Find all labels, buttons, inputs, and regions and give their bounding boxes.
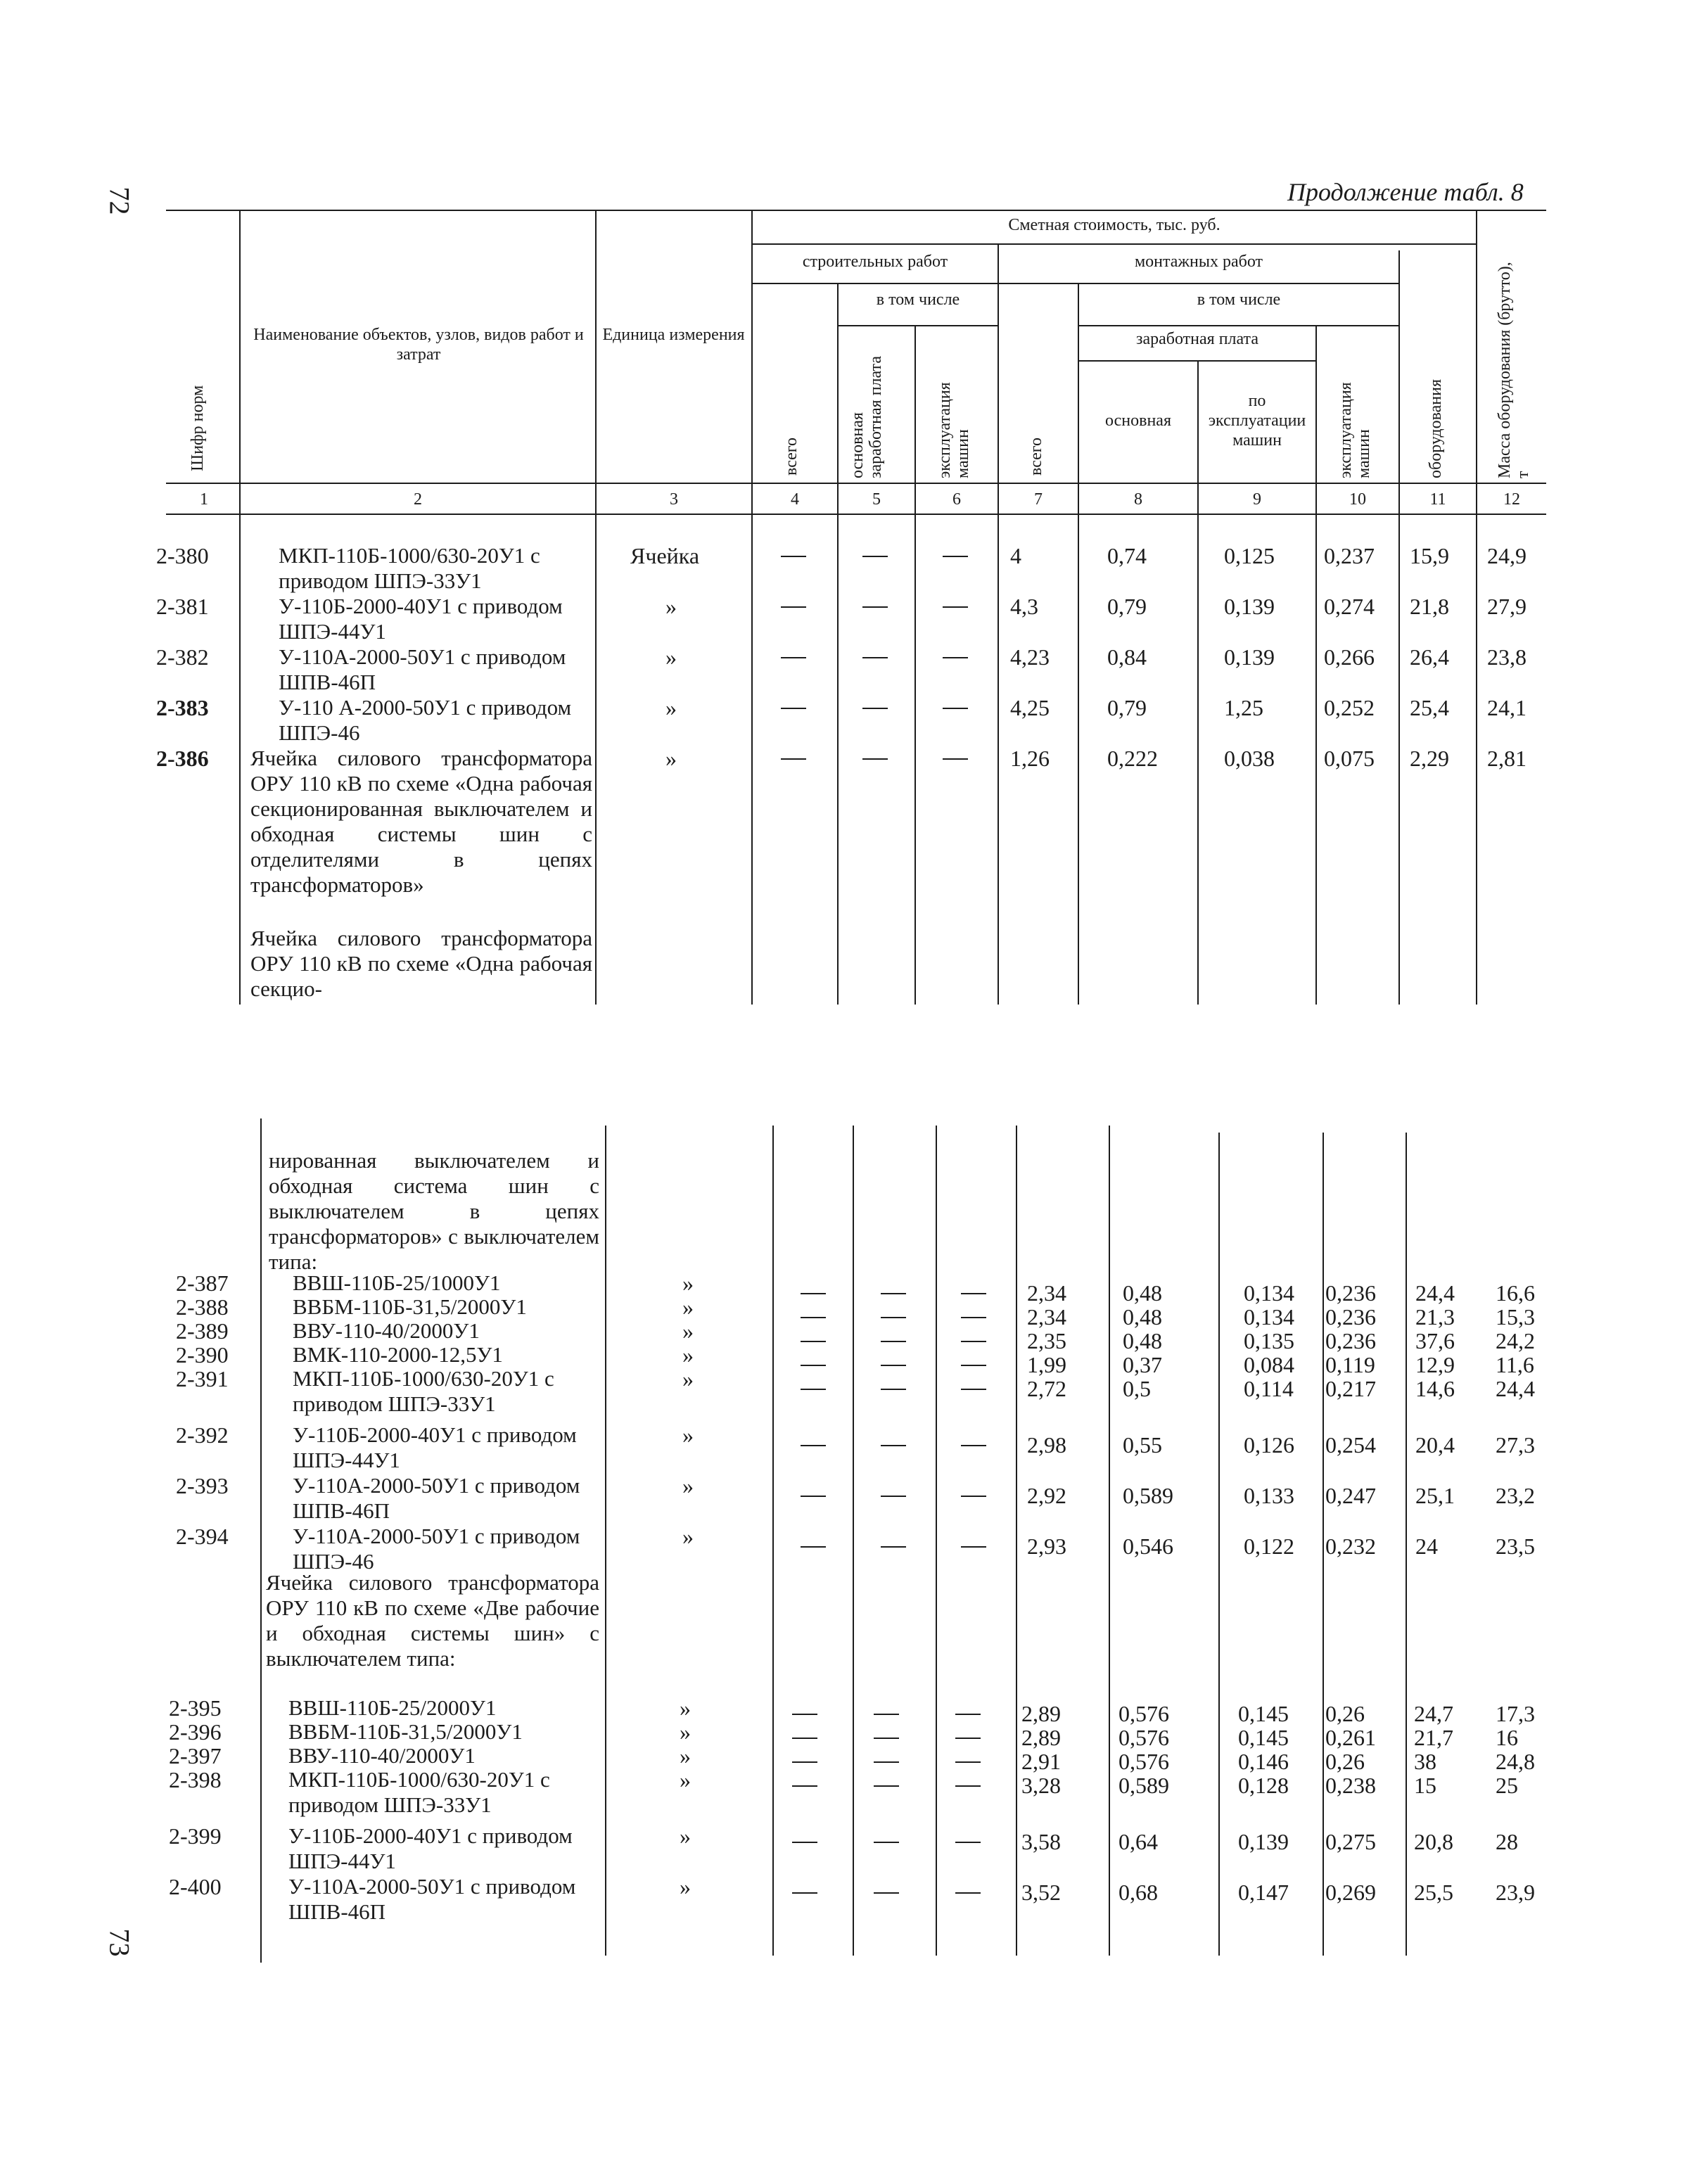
table-row-name: У-110Б-2000-40У1 с приводом ШПЭ-44У1 <box>288 1823 573 1873</box>
table-row-unit: » <box>665 644 677 670</box>
row-dash <box>881 1328 906 1353</box>
row-c10: 0,075 <box>1324 746 1375 771</box>
bottom-intro-2: Ячейка силового трансформатора ОРУ 110 кВ по схеме «Две рабочие и обходная системы шин» с выключателем типа: <box>266 1570 599 1671</box>
header-montazh-ekspl: эксплуатация машин <box>1337 382 1373 478</box>
table-row-code: 2-386 <box>156 746 209 771</box>
row-c12: 24,2 <box>1496 1328 1535 1353</box>
row-c8: 0,546 <box>1123 1534 1173 1559</box>
table-row-name: У-110А-2000-50У1 с приводом ШПЭ-46 <box>293 1524 580 1574</box>
table-row-code: 2-393 <box>176 1473 229 1498</box>
row-c7: 2,92 <box>1027 1483 1066 1508</box>
row-c8: 0,84 <box>1107 644 1147 670</box>
row-c10: 0,254 <box>1325 1432 1376 1458</box>
row-c8: 0,576 <box>1119 1701 1169 1726</box>
row-dash <box>881 1352 906 1377</box>
header-osnovnaya: основная <box>1105 412 1171 430</box>
header-code: Шифр норм <box>189 385 207 471</box>
row-dash <box>874 1725 899 1750</box>
table-row-unit: » <box>682 1270 694 1296</box>
row-c12: 23,2 <box>1496 1483 1535 1508</box>
table-row-name: ВМК-110-2000-12,5У1 <box>293 1342 503 1367</box>
row-c7: 4,25 <box>1010 695 1050 720</box>
colnum-3: 3 <box>670 490 678 509</box>
row-c11: 26,4 <box>1410 644 1449 670</box>
row-dash <box>961 1376 986 1401</box>
row-dash <box>781 644 806 670</box>
row-dash <box>955 1773 981 1798</box>
table-row-unit: » <box>665 695 677 720</box>
row-c10: 0,26 <box>1325 1701 1365 1726</box>
header-montazh-vtom: в том числе <box>1197 291 1281 309</box>
row-c11: 21,8 <box>1410 594 1449 619</box>
row-c11: 24,4 <box>1415 1280 1455 1306</box>
table-row-name: Ячейка силового трансформатора ОРУ 110 кВ по схеме «Одна рабочая секционированная выключателем и обходная системы шин с отделителями в цепях трансформаторов» <box>250 746 592 897</box>
row-dash <box>874 1773 899 1798</box>
row-c11: 24 <box>1415 1534 1438 1559</box>
colnum-5: 5 <box>872 490 881 509</box>
header-stroit: строительных работ <box>802 253 948 271</box>
table-row-name: У-110Б-2000-40У1 с приводом ШПЭ-44У1 <box>279 594 563 644</box>
table-row-code: 2-380 <box>156 543 209 568</box>
row-dash <box>862 644 888 670</box>
table-row-unit: » <box>682 1422 694 1448</box>
row-dash <box>792 1749 817 1774</box>
row-c8: 0,576 <box>1119 1749 1169 1774</box>
row-dash <box>801 1352 826 1377</box>
row-dash <box>801 1483 826 1508</box>
row-c8: 0,37 <box>1123 1352 1162 1377</box>
header-stroit-vtom: в том числе <box>876 291 960 309</box>
table-row-code: 2-392 <box>176 1422 229 1448</box>
row-c9: 0,038 <box>1224 746 1275 771</box>
table-row-name: МКП-110Б-1000/630-20У1 с приводом ШПЭ-33У1 <box>279 543 540 593</box>
row-dash <box>881 1376 906 1401</box>
row-c10: 0,252 <box>1324 695 1375 720</box>
row-c10: 0,269 <box>1325 1880 1376 1905</box>
row-c9: 0,114 <box>1244 1376 1294 1401</box>
header-unit: Единица измерения <box>602 326 745 344</box>
row-c8: 0,222 <box>1107 746 1158 771</box>
row-c9: 0,122 <box>1244 1534 1294 1559</box>
bottom-group-2 <box>162 1695 1541 1927</box>
row-c10: 0,274 <box>1324 594 1375 619</box>
row-c11: 21,7 <box>1414 1725 1453 1750</box>
row-c12: 25 <box>1496 1773 1518 1798</box>
row-dash <box>792 1725 817 1750</box>
table-row-name: МКП-110Б-1000/630-20У1 с приводом ШПЭ-33У1 <box>293 1366 554 1416</box>
row-c12: 23,9 <box>1496 1880 1535 1905</box>
row-c7: 2,34 <box>1027 1304 1066 1330</box>
table-row-unit: » <box>680 1874 691 1899</box>
row-dash <box>792 1773 817 1798</box>
table-row-unit: » <box>682 1366 694 1391</box>
row-c10: 0,238 <box>1325 1773 1376 1798</box>
row-dash <box>961 1328 986 1353</box>
row-c8: 0,48 <box>1123 1328 1162 1353</box>
row-c12: 16,6 <box>1496 1280 1535 1306</box>
table-row-name: ВВБМ-110Б-31,5/2000У1 <box>293 1294 527 1319</box>
row-dash <box>881 1280 906 1306</box>
row-c8: 0,5 <box>1123 1376 1151 1401</box>
row-dash <box>943 746 968 771</box>
row-c12: 24,8 <box>1496 1749 1535 1774</box>
row-c7: 4 <box>1010 543 1021 568</box>
row-c11: 15,9 <box>1410 543 1449 568</box>
row-dash <box>943 543 968 568</box>
row-c9: 0,084 <box>1244 1352 1294 1377</box>
row-dash <box>801 1376 826 1401</box>
table-row-unit: » <box>680 1767 691 1792</box>
row-c7: 2,72 <box>1027 1376 1066 1401</box>
table-row-code: 2-397 <box>169 1743 222 1768</box>
table-row-code: 2-389 <box>176 1318 229 1344</box>
row-c8: 0,79 <box>1107 594 1147 619</box>
row-dash <box>862 543 888 568</box>
row-c11: 14,6 <box>1415 1376 1455 1401</box>
table-row-code: 2-383 <box>156 695 209 720</box>
table-row-unit: » <box>682 1473 694 1498</box>
table-row-code: 2-400 <box>169 1874 222 1899</box>
row-dash <box>874 1749 899 1774</box>
colnum-10: 10 <box>1349 490 1366 509</box>
row-dash <box>801 1534 826 1559</box>
row-dash <box>792 1829 817 1854</box>
row-dash <box>874 1701 899 1726</box>
row-dash <box>862 695 888 720</box>
row-c11: 38 <box>1414 1749 1436 1774</box>
table-row-name: ВВШ-110Б-25/2000У1 <box>288 1695 497 1720</box>
row-dash <box>955 1725 981 1750</box>
row-c10: 0,236 <box>1325 1280 1376 1306</box>
row-c11: 20,8 <box>1414 1829 1453 1854</box>
row-c12: 11,6 <box>1496 1352 1534 1377</box>
row-c12: 24,9 <box>1487 543 1527 568</box>
row-c12: 27,9 <box>1487 594 1527 619</box>
row-dash <box>862 746 888 771</box>
row-c7: 1,99 <box>1027 1352 1066 1377</box>
header-oborud: оборудования <box>1427 379 1445 478</box>
row-dash <box>943 644 968 670</box>
row-dash <box>955 1701 981 1726</box>
top-trailing-text: Ячейка силового трансформатора ОРУ 110 кВ по схеме «Одна рабочая секцио- <box>250 926 592 1001</box>
row-c7: 2,89 <box>1021 1701 1061 1726</box>
row-dash <box>801 1304 826 1330</box>
table-row-name: ВВУ-110-40/2000У1 <box>288 1743 476 1768</box>
table-row-code: 2-396 <box>169 1719 222 1745</box>
colnum-6: 6 <box>952 490 961 509</box>
table-row-name: ВВБМ-110Б-31,5/2000У1 <box>288 1719 523 1744</box>
table-row-unit: » <box>665 746 677 771</box>
colnum-2: 2 <box>414 490 422 509</box>
table-row-code: 2-390 <box>176 1342 229 1368</box>
row-dash <box>874 1829 899 1854</box>
row-c9: 0,145 <box>1238 1725 1289 1750</box>
row-c12: 24,1 <box>1487 695 1527 720</box>
row-c9: 0,134 <box>1244 1304 1294 1330</box>
header-po-ekspl: по эксплуатации машин <box>1208 392 1306 450</box>
row-c9: 1,25 <box>1224 695 1263 720</box>
row-c12: 16 <box>1496 1725 1518 1750</box>
row-c10: 0,232 <box>1325 1534 1376 1559</box>
row-c8: 0,589 <box>1119 1773 1169 1798</box>
row-dash <box>955 1829 981 1854</box>
row-c10: 0,261 <box>1325 1725 1376 1750</box>
row-c11: 37,6 <box>1415 1328 1455 1353</box>
row-c10: 0,236 <box>1325 1328 1376 1353</box>
row-dash <box>792 1701 817 1726</box>
header-smeta: Сметная стоимость, тыс. руб. <box>1008 216 1221 234</box>
row-c7: 4,3 <box>1010 594 1038 619</box>
row-c10: 0,217 <box>1325 1376 1376 1401</box>
row-dash <box>862 594 888 619</box>
row-c8: 0,589 <box>1123 1483 1173 1508</box>
row-c9: 0,139 <box>1224 594 1275 619</box>
row-c9: 0,139 <box>1238 1829 1289 1854</box>
table-row-code: 2-387 <box>176 1270 229 1296</box>
table-row-unit: » <box>682 1524 694 1549</box>
row-c8: 0,64 <box>1119 1829 1158 1854</box>
bottom-group-1 <box>169 1270 1548 1573</box>
table-row-name: ВВУ-110-40/2000У1 <box>293 1318 480 1343</box>
row-c12: 23,8 <box>1487 644 1527 670</box>
row-c10: 0,237 <box>1324 543 1375 568</box>
row-dash <box>961 1352 986 1377</box>
row-c11: 2,29 <box>1410 746 1449 771</box>
row-c7: 3,52 <box>1021 1880 1061 1905</box>
row-dash <box>943 695 968 720</box>
row-c9: 0,126 <box>1244 1432 1294 1458</box>
row-c10: 0,119 <box>1325 1352 1375 1377</box>
table-row-unit: » <box>680 1695 691 1721</box>
row-c11: 25,4 <box>1410 695 1449 720</box>
row-c11: 12,9 <box>1415 1352 1455 1377</box>
colnum-8: 8 <box>1134 490 1142 509</box>
row-c7: 2,93 <box>1027 1534 1066 1559</box>
row-dash <box>781 594 806 619</box>
row-c9: 0,125 <box>1224 543 1275 568</box>
row-c8: 0,576 <box>1119 1725 1169 1750</box>
row-c9: 0,128 <box>1238 1773 1289 1798</box>
row-dash <box>881 1304 906 1330</box>
row-c8: 0,48 <box>1123 1280 1162 1306</box>
table-row-code: 2-395 <box>169 1695 222 1721</box>
header-stroit-ekspl: эксплуатация машин <box>936 382 972 478</box>
row-c11: 25,5 <box>1414 1880 1453 1905</box>
table-row-unit: » <box>682 1294 694 1320</box>
row-dash <box>881 1483 906 1508</box>
colnum-1: 1 <box>200 490 208 509</box>
table-row-unit: » <box>680 1743 691 1768</box>
row-c12: 24,4 <box>1496 1376 1535 1401</box>
colnum-4: 4 <box>791 490 799 509</box>
row-dash <box>961 1534 986 1559</box>
table-row-unit: » <box>682 1318 694 1344</box>
row-dash <box>792 1880 817 1905</box>
row-c9: 0,135 <box>1244 1328 1294 1353</box>
row-dash <box>955 1880 981 1905</box>
row-c8: 0,79 <box>1107 695 1147 720</box>
row-c10: 0,247 <box>1325 1483 1376 1508</box>
table-row-code: 2-399 <box>169 1823 222 1849</box>
table-row-unit: Ячейка <box>630 543 700 568</box>
colnum-9: 9 <box>1253 490 1261 509</box>
row-dash <box>874 1880 899 1905</box>
table-row-name: У-110Б-2000-40У1 с приводом ШПЭ-44У1 <box>293 1422 577 1472</box>
table-row-name: МКП-110Б-1000/630-20У1 с приводом ШПЭ-33У1 <box>288 1767 550 1817</box>
row-c11: 21,3 <box>1415 1304 1455 1330</box>
row-c10: 0,275 <box>1325 1829 1376 1854</box>
row-c7: 2,35 <box>1027 1328 1066 1353</box>
continuation-label: Продолжение табл. 8 <box>1287 178 1524 206</box>
header-massa: Масса оборудования (брутто), т <box>1496 262 1532 478</box>
table-row-unit: » <box>680 1719 691 1745</box>
row-c10: 0,26 <box>1325 1749 1365 1774</box>
row-dash <box>943 594 968 619</box>
row-c9: 0,134 <box>1244 1280 1294 1306</box>
row-c8: 0,74 <box>1107 543 1147 568</box>
row-c12: 2,81 <box>1487 746 1527 771</box>
table-row-name: У-110 А-2000-50У1 с приводом ШПЭ-46 <box>279 695 572 745</box>
table-row-name: У-110А-2000-50У1 с приводом ШПВ-46П <box>288 1874 576 1924</box>
row-c7: 1,26 <box>1010 746 1050 771</box>
row-c11: 15 <box>1414 1773 1436 1798</box>
row-c7: 4,23 <box>1010 644 1050 670</box>
row-c12: 27,3 <box>1496 1432 1535 1458</box>
table-row-name: ВВШ-110Б-25/1000У1 <box>293 1270 501 1295</box>
header-montazh: монтажных работ <box>1134 253 1263 271</box>
colnum-7: 7 <box>1034 490 1043 509</box>
row-c12: 17,3 <box>1496 1701 1535 1726</box>
row-c9: 0,146 <box>1238 1749 1289 1774</box>
table-row-code: 2-382 <box>156 644 209 670</box>
row-c8: 0,68 <box>1119 1880 1158 1905</box>
row-c8: 0,48 <box>1123 1304 1162 1330</box>
row-c8: 0,55 <box>1123 1432 1162 1458</box>
page-number-bottom: 73 <box>103 1928 136 1957</box>
table-row-code: 2-398 <box>169 1767 222 1792</box>
header-stroit-zp: основная заработная плата <box>848 356 885 478</box>
row-dash <box>961 1483 986 1508</box>
row-c7: 2,91 <box>1021 1749 1061 1774</box>
row-dash <box>801 1280 826 1306</box>
table-row-code: 2-394 <box>176 1524 229 1549</box>
table-row-code: 2-381 <box>156 594 209 619</box>
header-stroit-vsego: всего <box>782 437 801 476</box>
row-dash <box>781 746 806 771</box>
colnum-12: 12 <box>1503 490 1520 509</box>
row-c12: 15,3 <box>1496 1304 1535 1330</box>
row-c7: 3,28 <box>1021 1773 1061 1798</box>
header-name: Наименование объектов, узлов, видов работ и затрат <box>253 326 584 364</box>
row-c7: 2,89 <box>1021 1725 1061 1750</box>
row-dash <box>801 1328 826 1353</box>
table-row-name: У-110А-2000-50У1 с приводом ШПВ-46П <box>293 1473 580 1523</box>
row-c9: 0,147 <box>1238 1880 1289 1905</box>
row-dash <box>955 1749 981 1774</box>
row-c10: 0,236 <box>1325 1304 1376 1330</box>
row-c9: 0,145 <box>1238 1701 1289 1726</box>
row-dash <box>881 1534 906 1559</box>
row-c11: 20,4 <box>1415 1432 1455 1458</box>
row-c9: 0,139 <box>1224 644 1275 670</box>
row-dash <box>961 1280 986 1306</box>
header-montazh-vsego: всего <box>1027 437 1045 476</box>
row-dash <box>961 1432 986 1458</box>
row-dash <box>801 1432 826 1458</box>
row-c7: 2,34 <box>1027 1280 1066 1306</box>
row-c7: 3,58 <box>1021 1829 1061 1854</box>
table-row-unit: » <box>665 594 677 619</box>
table-row-code: 2-388 <box>176 1294 229 1320</box>
table-row-code: 2-391 <box>176 1366 229 1391</box>
table-row-unit: » <box>680 1823 691 1849</box>
page-number-top: 72 <box>103 186 136 215</box>
colnum-11: 11 <box>1429 490 1446 509</box>
header-zarplata: заработная плата <box>1136 330 1258 348</box>
table-row-unit: » <box>682 1342 694 1368</box>
row-c10: 0,266 <box>1324 644 1375 670</box>
row-dash <box>781 543 806 568</box>
row-c9: 0,133 <box>1244 1483 1294 1508</box>
row-c12: 23,5 <box>1496 1534 1535 1559</box>
bottom-intro: нированная выключателем и обходная система шин с выключателем в цепях трансформаторов» с выключателем типа: <box>269 1148 599 1274</box>
row-c7: 2,98 <box>1027 1432 1066 1458</box>
table-row-name: У-110А-2000-50У1 с приводом ШПВ-46П <box>279 644 566 694</box>
row-dash <box>781 695 806 720</box>
row-c11: 25,1 <box>1415 1483 1455 1508</box>
row-c11: 24,7 <box>1414 1701 1453 1726</box>
row-dash <box>881 1432 906 1458</box>
row-c12: 28 <box>1496 1829 1518 1854</box>
row-dash <box>961 1304 986 1330</box>
